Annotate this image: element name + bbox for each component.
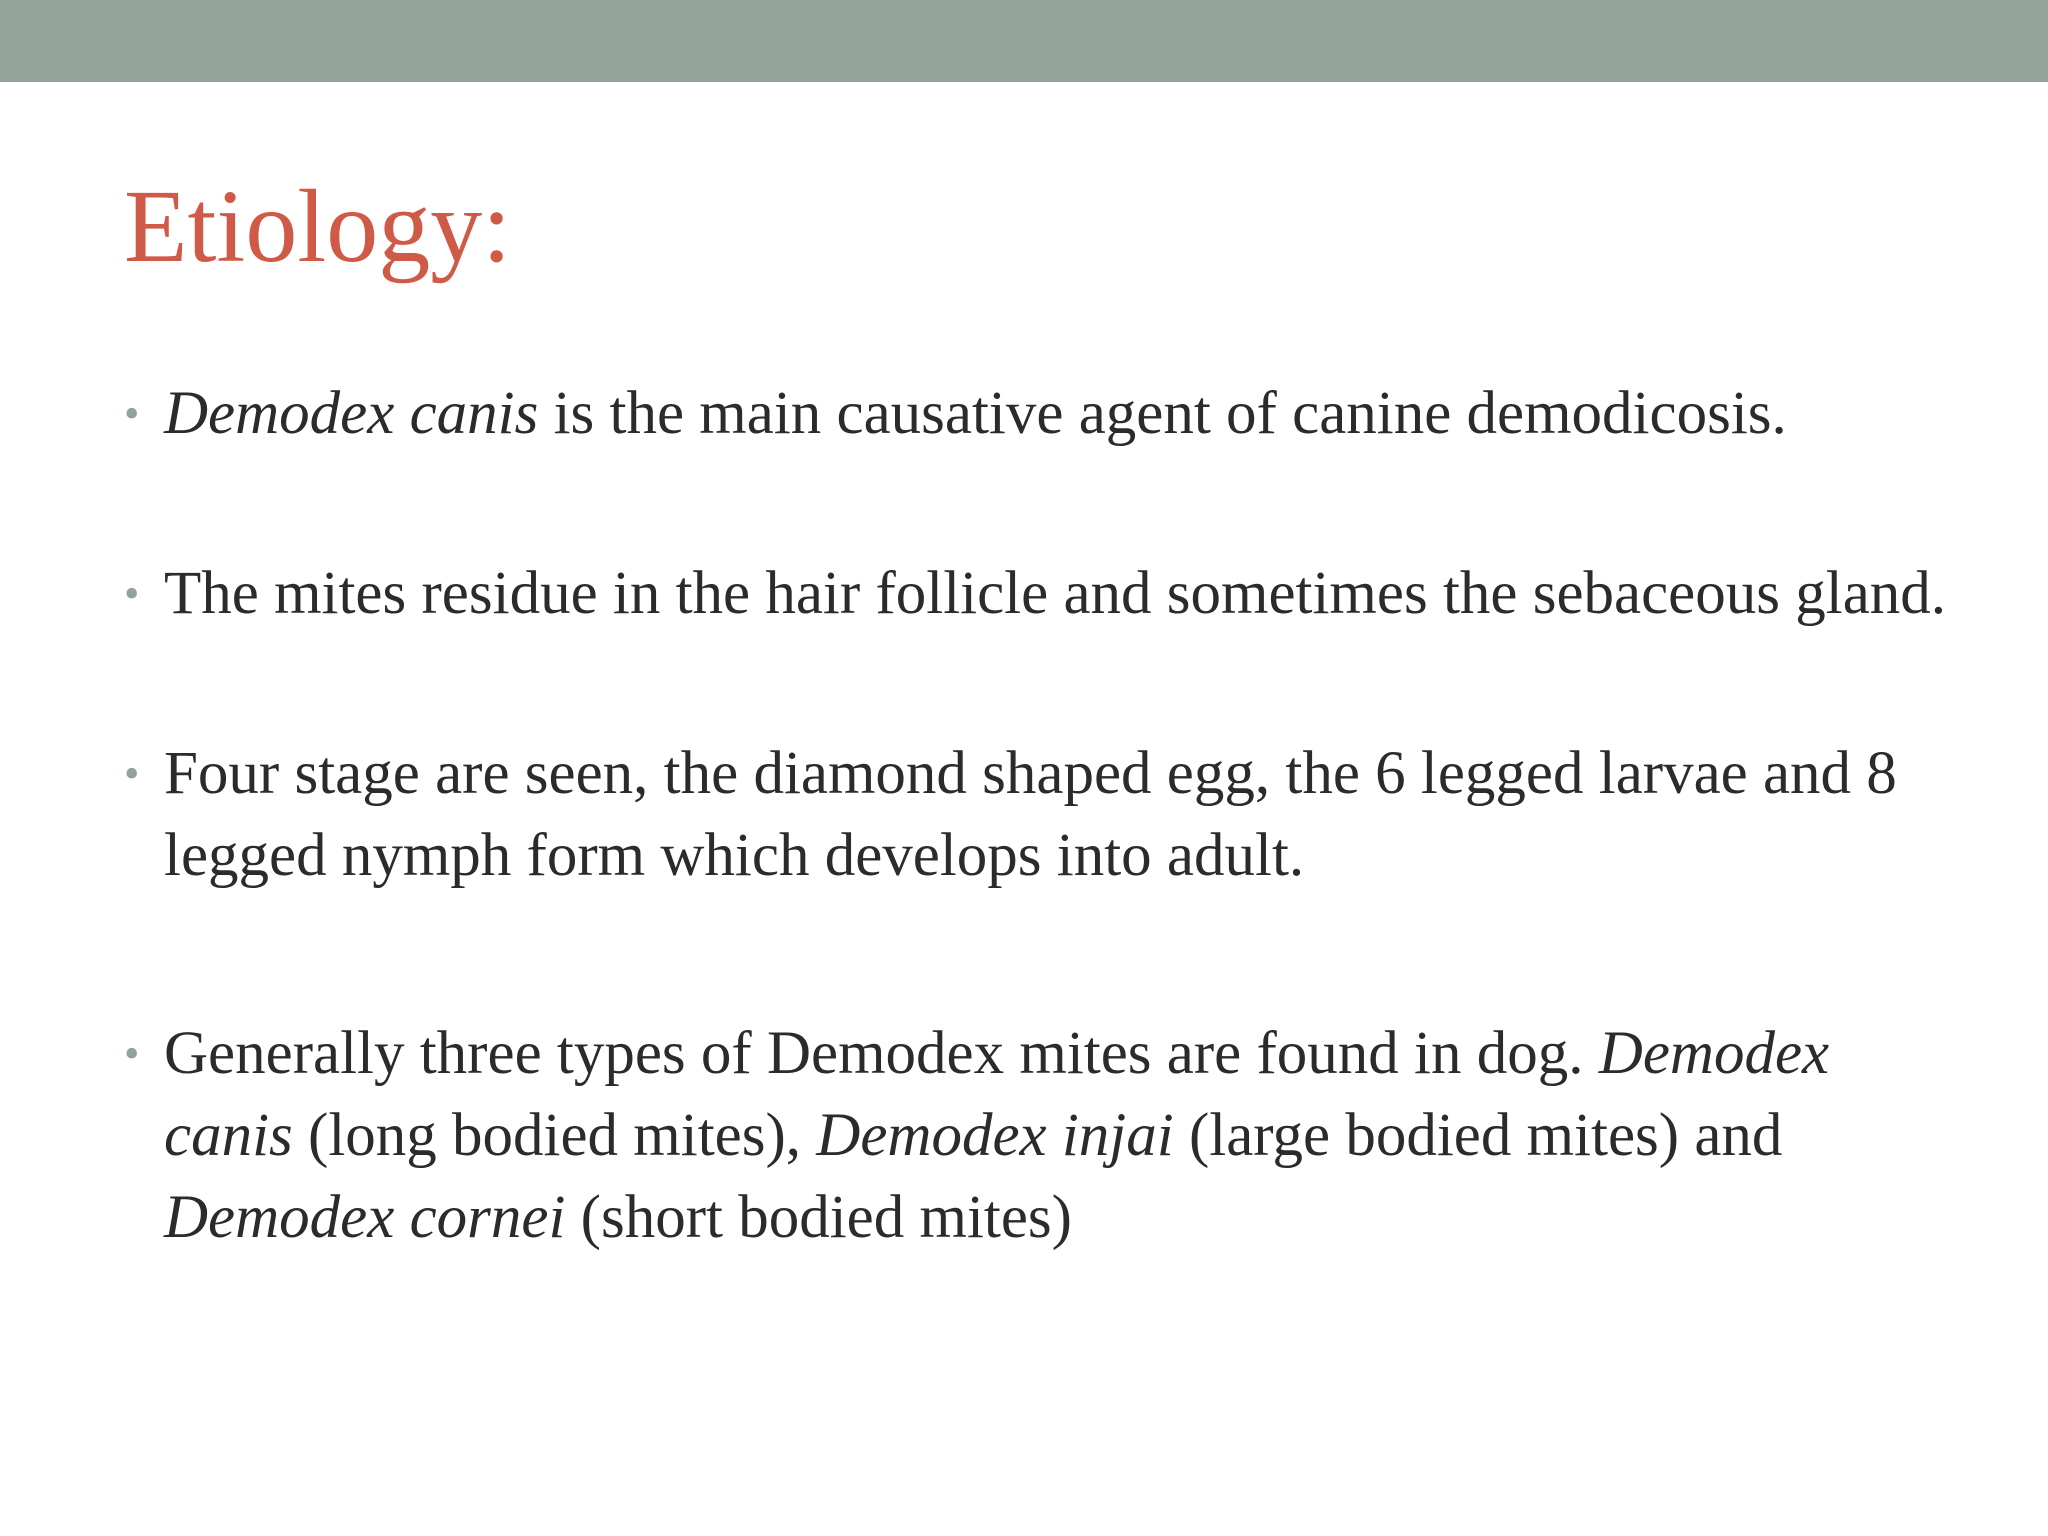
- bullet-text-segment: is the main causative agent of canine demodicosis.: [538, 380, 1787, 447]
- bullet-item: [124, 553, 2004, 635]
- bullet-text-segment: The mites residue in the hair follicle and sometimes the sebaceous gland.: [164, 560, 1947, 627]
- species-name-italic: Demodex injai: [816, 1102, 1174, 1169]
- bullet-item: [124, 733, 2004, 897]
- bullet-marker: •: [124, 569, 140, 618]
- bullet-text-segment: (short bodied mites): [565, 1184, 1072, 1251]
- bullet-item: [124, 373, 2004, 455]
- species-name-italic: Demodex cornei: [164, 1184, 566, 1251]
- bullet-marker: •: [124, 389, 140, 438]
- bullet-text: [164, 1013, 1964, 1259]
- bullet-text: [164, 373, 1964, 455]
- bullet-text: [164, 733, 1964, 897]
- bullet-text-segment: Generally three types of Demodex mites are found in dog.: [164, 1020, 1599, 1087]
- species-name-italic: Demodex canis: [164, 1020, 1830, 1169]
- bullet-text-segment: Four stage are seen, the diamond shaped egg, the 6 legged larvae and 8 legged nymph form which develops into adult.: [164, 740, 1897, 889]
- bullet-text-segment: (long bodied mites),: [292, 1102, 817, 1169]
- bullet-marker: •: [124, 749, 140, 798]
- bullet-text: [164, 553, 1964, 635]
- species-name-italic: Demodex canis: [164, 380, 539, 447]
- bullet-marker: •: [124, 1029, 140, 1078]
- slide-title: Etiology:: [124, 169, 512, 284]
- bullet-text-segment: (large bodied mites) and: [1173, 1102, 1783, 1169]
- bullet-item: [124, 1013, 2004, 1259]
